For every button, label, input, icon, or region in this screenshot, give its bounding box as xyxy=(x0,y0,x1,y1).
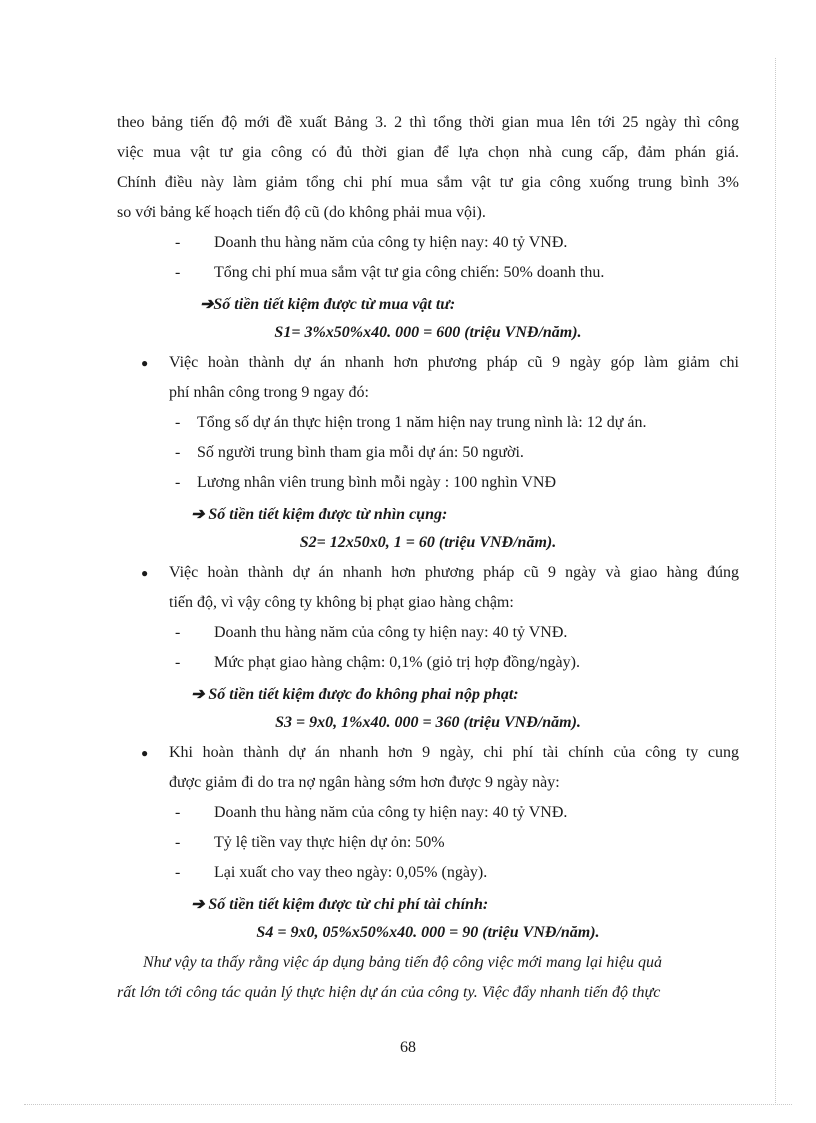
dash-marker: - xyxy=(175,444,181,461)
intro-line-4: so với bảng kế hoạch tiến độ cũ (do không phải mua vội). xyxy=(117,204,486,221)
intro-line-3: Chính điều này làm giảm tổng chi phí mua sắm vật tư gia công xuống trung bình 3% xyxy=(117,174,739,191)
arrow-icon: ➔ xyxy=(191,506,205,523)
s4-item-1: Doanh thu hàng năm của công ty hiện nay: 40 tỷ VNĐ. xyxy=(214,804,568,821)
intro-line-1: theo bảng tiến độ mới đề xuất Bảng 3. 2 thì tổng thời gian mua lên tới 25 ngày thì công xyxy=(117,114,739,131)
s2-item-1: Tổng số dự án thực hiện trong 1 năm hiện nay trung nình là: 12 dự án. xyxy=(197,414,647,431)
conclusion-line-2: rất lớn tới công tác quản lý thực hiện dự án của công ty. Việc đẩy nhanh tiến độ thực xyxy=(117,984,661,1001)
s1-arrow-line xyxy=(200,294,455,314)
arrow-icon: ➔ xyxy=(200,296,214,313)
s3-bullet-line-2: tiến độ, vì vậy công ty không bị phạt giao hàng chậm: xyxy=(169,594,514,611)
s4-arrow-line xyxy=(191,894,488,914)
dash-marker: - xyxy=(175,474,181,491)
s3-item-2: Mức phạt giao hàng chậm: 0,1% (giỏ trị hợp đồng/ngày). xyxy=(214,654,580,671)
s2-bullet-line-2: phí nhân công trong 9 ngay đó: xyxy=(169,384,369,401)
s4-arrow-label: Số tiền tiết kiệm được từ chi phí tài chính: xyxy=(208,896,489,913)
s3-arrow-line xyxy=(191,684,519,704)
s2-item-2: Số người trung bình tham gia mỗi dự án: 50 người. xyxy=(197,444,524,461)
dash-marker: - xyxy=(175,234,181,251)
s3-bullet-line-1: Việc hoàn thành dự án nhanh hơn phương pháp cũ 9 ngày và giao hàng đúng xyxy=(169,564,739,581)
s4-item-3: Lại xuất cho vay theo ngày: 0,05% (ngày). xyxy=(214,864,488,881)
s1-item-1: Doanh thu hàng năm của công ty hiện nay: 40 tỷ VNĐ. xyxy=(214,234,568,251)
intro-line-2: việc mua vật tư gia công có đủ thời gian để lựa chọn nhà cung cấp, đảm phán giá. xyxy=(117,144,739,161)
dash-marker: - xyxy=(175,264,181,281)
dash-marker: - xyxy=(175,864,181,881)
dash-marker: - xyxy=(175,804,181,821)
s4-item-2: Tỷ lệ tiền vay thực hiện dự ỏn: 50% xyxy=(214,834,445,851)
page-border-bottom xyxy=(24,1104,792,1105)
s3-item-1: Doanh thu hàng năm của công ty hiện nay: 40 tỷ VNĐ. xyxy=(214,624,568,641)
s1-item-2: Tổng chi phí mua sắm vật tư gia công chiến: 50% doanh thu. xyxy=(214,264,605,281)
s3-formula: S3 = 9x0, 1%x40. 000 = 360 (triệu VNĐ/năm). xyxy=(275,714,581,731)
conclusion-line-1: Như vậy ta thấy rằng việc áp dụng bảng tiến độ công việc mới mang lại hiệu quả xyxy=(143,954,662,971)
s1-formula: S1= 3%x50%x40. 000 = 600 (triệu VNĐ/năm). xyxy=(274,324,582,341)
s4-bullet-line-1: Khi hoàn thành dự án nhanh hơn 9 ngày, chi phí tài chính của công ty cung xyxy=(169,744,739,761)
s4-formula: S4 = 9x0, 05%x50%x40. 000 = 90 (triệu VNĐ/năm). xyxy=(256,924,600,941)
page-number: 68 xyxy=(400,1039,416,1056)
s4-bullet-line-2: được giảm đi do tra nợ ngân hàng sớm hơn được 9 ngày này: xyxy=(169,774,560,791)
s1-arrow-label: Số tiền tiết kiệm được từ mua vật tư: xyxy=(213,296,456,313)
s3-arrow-label: Số tiền tiết kiệm được đo không phai nộp phạt: xyxy=(208,686,519,703)
dash-marker: - xyxy=(175,414,181,431)
bullet-icon: ● xyxy=(141,566,149,580)
s2-bullet-line-1: Việc hoàn thành dự án nhanh hơn phương pháp cũ 9 ngày góp làm giảm chi xyxy=(169,354,739,371)
dash-marker: - xyxy=(175,624,181,641)
bullet-icon: ● xyxy=(141,356,149,370)
s2-arrow-line xyxy=(191,504,447,524)
s2-item-3: Lương nhân viên trung bình mỗi ngày : 100 nghìn VNĐ xyxy=(197,474,557,491)
s2-formula: S2= 12x50x0, 1 = 60 (triệu VNĐ/năm). xyxy=(299,534,557,551)
dash-marker: - xyxy=(175,654,181,671)
bullet-icon: ● xyxy=(141,746,149,760)
arrow-icon: ➔ xyxy=(191,686,205,703)
dash-marker: - xyxy=(175,834,181,851)
s2-arrow-label: Số tiền tiết kiệm được từ nhìn cụng: xyxy=(208,506,448,523)
page-border-right xyxy=(775,58,776,1103)
arrow-icon: ➔ xyxy=(191,896,205,913)
